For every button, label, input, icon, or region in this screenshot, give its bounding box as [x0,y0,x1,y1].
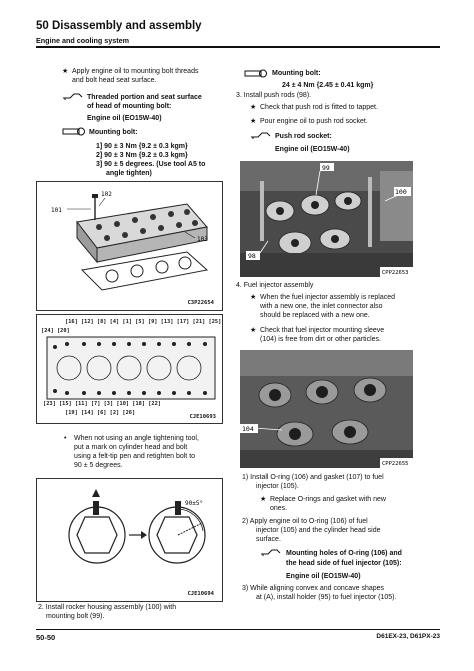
substep-text: 3) While aligning convex and concave shapes [242,585,385,592]
section-title: 50 Disassembly and assembly [36,20,202,32]
callout-101: 101 [51,207,62,214]
instruction-text: with a new one, the inlet connector also [260,303,383,310]
instruction-text: (104) is free from dirt or other particles. [260,336,381,343]
torque-step: angle tighten) [106,170,152,177]
left-step2 [36,0,236,629]
bolt-order-bottom2: [19] [14] [6] [2] [26] [65,410,136,416]
torque-step: 2] 90 ± 3 Nm {9.2 ± 0.3 kgm} [96,152,188,159]
callout-103: 103 [197,236,208,243]
note-text: 90 ± 5 degrees. [74,462,123,469]
callout-102: 102 [101,191,112,198]
figure-caption: CJE10693 [189,414,216,420]
step-text: 3. Install push rods (98). [236,92,312,99]
star-icon: ★ [62,68,69,75]
torque-label: Mounting bolt: [272,70,321,77]
footer-rule [36,629,440,630]
torque-step: 1] 90 ± 3 Nm {9.2 ± 0.3 kgm} [96,143,188,150]
lubricant-oil: Engine oil (EO15W-40) [275,146,350,153]
bolt-order-top: [16] [12] [8] [4] [1] [5] [9] [13] [17] [21] [25] [65,319,222,325]
instruction-text: should be replaced with a new one. [260,312,370,319]
note-text: When not using an angle tightening tool, [74,435,199,442]
callout-100: 100 [395,188,407,196]
substep-text: surface. [256,536,281,543]
instruction-text: When the fuel injector assembly is replaced [260,294,396,301]
instruction-text: Pour engine oil to push rod socket. [260,118,368,125]
substep-text: injector (105) and the cylinder head side [256,527,381,534]
lubricant-oil: Engine oil (EO15W-40) [87,115,162,122]
photo-caption: CPP22655 [382,461,409,467]
star-icon: ★ [250,294,257,301]
lubricant-label: of head of mounting bolt: [87,103,172,110]
model-number: D61EX-23, D61PX-23 [376,633,440,640]
step-text: 2. Install rocker housing assembly (100) with [38,604,177,611]
section-subtitle: Engine and cooling system [36,36,130,45]
callout-99: 99 [322,164,330,172]
callout-104: 104 [242,425,254,433]
callout-98: 98 [248,252,256,260]
bolt-order-bottom: [23] [15] [11] [7] [3] [10] [18] [22] [43,401,161,407]
bolt-order-left: [24] [20] [41,328,70,334]
lubricant-icon [260,548,282,557]
instruction-text: Check that fuel injector mounting sleeve [260,327,385,334]
lubricant-label: the head side of fuel injector (105): [286,560,402,567]
torque-label: Mounting bolt: [89,129,138,136]
bullet-icon: • [64,435,67,442]
torque-step: 3] 90 ± 5 degrees. (Use tool A5 to [96,161,206,168]
instruction-text: and bolt head seat surface. [72,77,157,84]
star-icon: ★ [250,327,257,334]
instruction-text: Check that push rod is fitted to tappet. [260,104,378,111]
substep-text: ones. [270,505,288,512]
torque-value: 24 ± 4 Nm {2.45 ± 0.41 kgm} [282,82,374,89]
note-text: put a mark on cylinder head and bolt [74,444,188,451]
angle-label: 90±5° [185,500,204,507]
step-text: mounting bolt (99). [46,613,105,620]
photo-caption: CPP22653 [382,270,409,276]
substep-text: 1) Install O-ring (106) and gasket (107) to fuel [242,474,384,481]
step-text: 4. Fuel injector assembly [236,282,314,289]
substep-text: Replace O-rings and gasket with new [270,496,386,503]
lubricant-label: Threaded portion and seat surface [87,94,202,101]
star-icon: ★ [250,104,257,111]
star-icon: ★ [260,496,267,503]
instruction-text: Apply engine oil to mounting bolt threads [72,68,199,75]
star-icon: ★ [250,118,257,125]
figure-caption: CJE10694 [187,591,214,597]
substep-text: injector (105). [256,483,299,490]
lubricant-label: Push rod socket: [275,133,332,140]
substep-text: 2) Apply engine oil to O-ring (106) of fuel [242,518,368,525]
lubricant-oil: Engine oil (EO15W-40) [286,573,361,580]
note-text: using a felt-tip pen and retighten bolt to [74,453,196,460]
page-number: 50-50 [36,633,56,642]
lubricant-label: Mounting holes of O-ring (106) and [286,550,402,557]
figure-caption: C3P22654 [187,300,214,306]
right-install-steps [236,0,440,629]
substep-text: at (A), install holder (95) to fuel injector (105). [256,594,397,601]
